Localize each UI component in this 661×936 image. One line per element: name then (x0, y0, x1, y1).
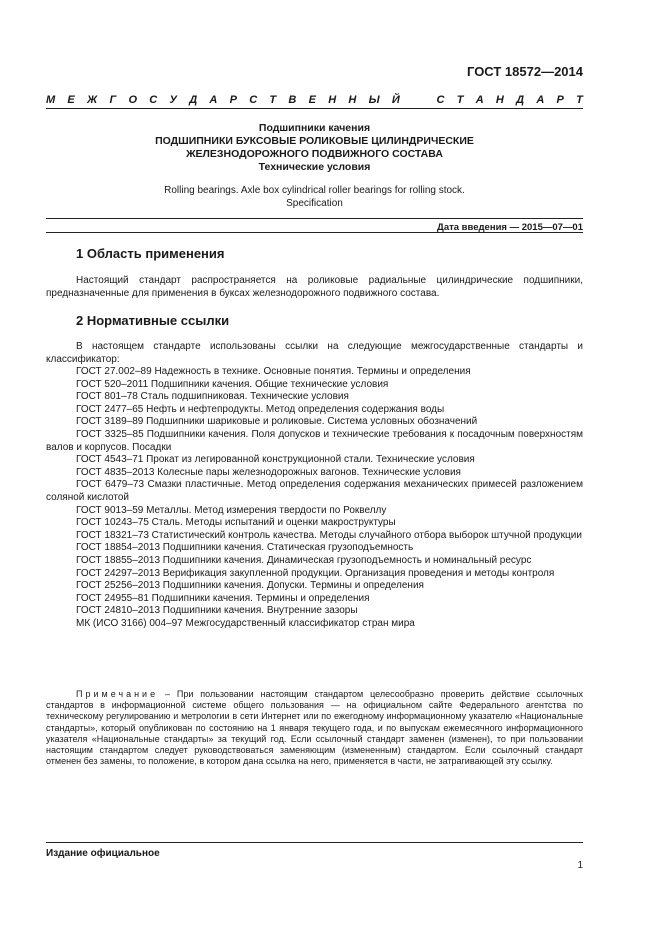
header-rule (46, 108, 583, 109)
banner-letter: В (288, 94, 297, 106)
title-block (46, 122, 583, 174)
footer-rule (46, 842, 583, 843)
banner-letter: Н (328, 94, 337, 106)
banner-letter: Т (269, 94, 277, 106)
reference-item: ГОСТ 25256–2013 Подшипники качения. Допуски. Термины и определения (76, 580, 424, 592)
banner-letter: А (475, 94, 484, 106)
reference-item: ГОСТ 3189–89 Подшипники шариковые и роликовые. Система условных обозначений (76, 416, 478, 428)
banner-letter: С (149, 94, 158, 106)
english-title (46, 185, 583, 210)
banner-letter: О (128, 94, 138, 106)
banner-letter: Т (576, 94, 583, 106)
normative-references-list (46, 366, 583, 630)
banner-letter: С (436, 94, 445, 106)
section-1-heading: 1 Область применения (76, 246, 225, 261)
reference-item: ГОСТ 4835–2013 Колесные пары железнодорожных вагонов. Технические условия (76, 466, 461, 478)
banner-letter: М (46, 94, 56, 106)
reference-item: ГОСТ 6479–73 Смазки пластичные. Метод определения содержания механических примесей разложением соляной кислотой (46, 479, 583, 503)
banner-letter: Р (556, 94, 564, 106)
title-line-1: Подшипники качения (258, 122, 371, 134)
reference-item: ГОСТ 24810–2013 Подшипники качения. Внутренние зазоры (76, 605, 358, 617)
reference-item: ГОСТ 18854–2013 Подшипники качения. Статическая грузоподъемность (76, 542, 414, 554)
title-line-2: ПОДШИПНИКИ БУКСОВЫЕ РОЛИКОВЫЕ ЦИЛИНДРИЧЕСКИЕ (155, 135, 474, 147)
section-2-heading: 2 Нормативные ссылки (76, 313, 230, 328)
banner-letter: А (209, 94, 218, 106)
document-code: ГОСТ 18572—2014 (467, 64, 583, 79)
english-title-line-2: Specification (286, 197, 343, 209)
interstate-standard-banner (46, 94, 583, 106)
banner-letter: Т (456, 94, 464, 106)
reference-item: ГОСТ 801–78 Сталь подшипниковая. Технические условия (76, 391, 349, 403)
banner-letter: Г (109, 94, 117, 106)
reference-item: ГОСТ 18855–2013 Подшипники качения. Динамическая грузоподъемность и номинальный ресурс (76, 554, 532, 566)
reference-item: ГОСТ 9013–59 Металлы. Метод измерения твердости по Роквеллу (76, 504, 387, 516)
reference-item: ГОСТ 24297–2013 Верификация закупленной продукции. Организация проведения и методы контроля (76, 567, 555, 579)
banner-letter: Н (495, 94, 504, 106)
effective-date: Дата введения — 2015—07—01 (437, 222, 583, 233)
edition-label: Издание официальное (46, 848, 160, 859)
english-title-line-1: Rolling bearings. Axle box cylindrical roller bearings for rolling stock. (164, 185, 465, 196)
reference-item: ГОСТ 2477–65 Нефть и нефтепродукты. Метод определения содержания воды (76, 403, 445, 415)
reference-item: ГОСТ 27.002–89 Надежность в технике. Основные понятия. Термины и определения (76, 366, 471, 377)
reference-item: ГОСТ 24955–81 Подшипники качения. Термины и определения (76, 592, 370, 604)
banner-letter: Н (348, 94, 357, 106)
title-line-4: Технические условия (258, 161, 371, 173)
banner-letter: С (249, 94, 258, 106)
banner-letter: Ж (87, 94, 98, 106)
date-rule-top (46, 218, 583, 219)
banner-letter: Й (391, 94, 400, 106)
banner-letter: Р (229, 94, 237, 106)
banner-letter: Д (189, 94, 198, 106)
section-1-text: Настоящий стандарт распространяется на роликовые радиальные цилиндрические подшипники, предназначенные для применения в буксах железнодорожного подвижного состава. (46, 275, 583, 299)
banner-letter: У (169, 94, 177, 106)
reference-item: ГОСТ 10243–75 Сталь. Методы испытаний и оценки макроструктуры (76, 517, 396, 529)
banner-letter: А (536, 94, 545, 106)
banner-letter: Е (308, 94, 316, 106)
page-number: 1 (577, 860, 583, 871)
note-paragraph (46, 689, 583, 767)
reference-item: ГОСТ 3325–85 Подшипники качения. Поля допусков и технические требования к посадочным поверхностям валов и корпусов. Посадки (46, 428, 583, 453)
date-rule-bottom (46, 232, 583, 233)
reference-item: ГОСТ 520–2011 Подшипники качения. Общие технические условия (76, 378, 389, 390)
note-text: – При пользовании настоящим стандартом целесообразно проверить действие ссылочных стандартов в информационной системе общего пользования — на официальном сайте Федерального агентства по техническому регулированию и метрологии в сети Интернет или по ежегодному информационному указателю «Национальные стандарты», который опубликован по состоянию на 1 января текущего года, и по выпускам ежемесячного информационного указателя «Национальные стандарты» за текущий год. Если ссылочный стандарт заменен (изменен), то при пользовании настоящим стандартом следует руководствоваться заменяющим (измененным) стандартом. Если ссылочный стандарт отменен без замены, то положение, в котором дана ссылка на него, применяется в части, не затрагивающей эту ссылку. (46, 689, 583, 767)
banner-letter: Д (516, 94, 525, 106)
note-label: Примечание (76, 689, 159, 699)
section-2-intro: В настоящем стандарте использованы ссылки на следующие межгосударственные стандарты и классификатор: (46, 341, 583, 365)
reference-item: ГОСТ 4543–71 Прокат из легированной конструкционной стали. Технические условия (76, 454, 475, 466)
banner-letter: Е (67, 94, 75, 106)
banner-letter: Ы (368, 94, 380, 106)
reference-item: ГОСТ 18321–73 Статистический контроль качества. Методы случайного отбора выборок штучной продукции (76, 529, 582, 541)
title-line-3: ЖЕЛЕЗНОДОРОЖНОГО ПОДВИЖНОГО СОСТАВА (186, 148, 443, 160)
reference-item: МК (ИСО 3166) 004–97 Межгосударственный классификатор стран мира (76, 617, 415, 629)
